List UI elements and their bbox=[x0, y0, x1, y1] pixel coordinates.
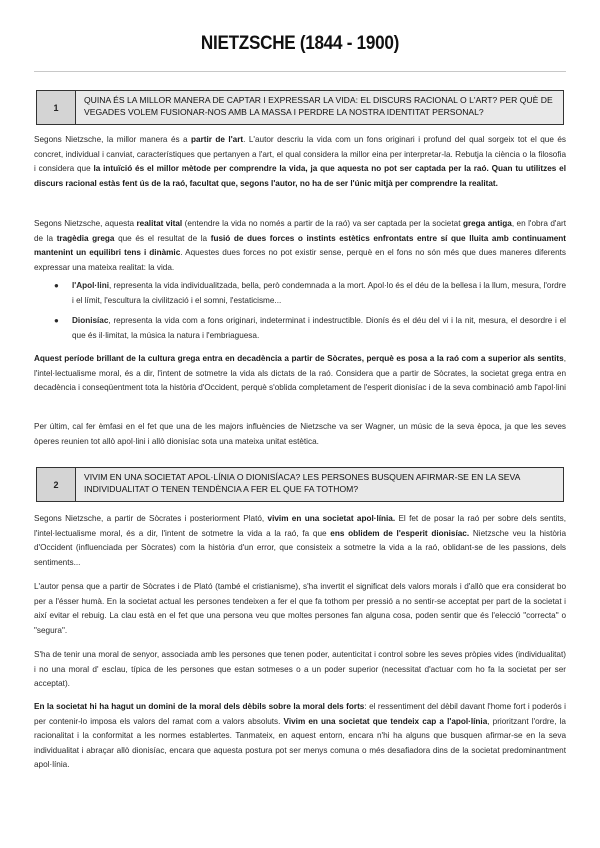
bullet-icon: ● bbox=[54, 281, 59, 290]
s1-paragraph-2: Segons Nietzsche, aquesta realitat vital (entendre la vida no només a partir de la raó) va ser captada per la societat grega antiga, en l'obra d'art de la tragèdia grega que és el resultat de la fusió de dues forces o instints estètics enfrontats entre sí que lluita amb continuament mantenint un equilibri tens i dinàmic. Aquestes dues forces no pot existir sense, perquè en el fons no són més que dues maneres diferents expressar una mateixa realitat: la vida. bbox=[34, 219, 567, 272]
list-item: ● l'Apol·lini, representa la vida individualitzada, bella, però condemnada a la mort. Apol·lo és el déu de la bellesa i la llum, mesura, l'ordre i el límit, l'escultura la civilització i el somni, l'estaticisme... bbox=[54, 281, 566, 305]
s1-paragraph-3: Aquest període brillant de la cultura grega entra en decadència a partir de Sòcrates, perquè es posa a la raó com a superior als sentits, l'intel·lectualisme moral, és a dir, l'intent de sotmetre la vida als dictats de la raó. Considera que a partir de Sòcrates, la societat grega entra en decadència i conseqüentment tota la història d'Occident, perquè s'oblida completament de l'esperit dionisíac i de la seva combinació amb l'apol·lini bbox=[34, 354, 566, 393]
s2-paragraph-3: S'ha de tenir una moral de senyor, associada amb les persones que tenen poder, autenticitat i control sobre les seves pròpies vides (individualitat) i no una moral d' esclau, típica de les persones que estan sotmeses o a un poder superior (necessitat d'actuar com ho fa la societat per ser acceptat). bbox=[34, 650, 566, 689]
list-item: ● Dionisíac, representa la vida com a fons originari, indeterminat i indestructible. Dionís és el déu del vi i la nit, mesura, el desordre i el que és il·limitat, la música la natura i l'embriaguesa. bbox=[54, 316, 566, 340]
s1-paragraph-1: Segons Nietzsche, la millor manera és a partir de l'art. L'autor descriu la vida com un fons originari i profund del qual sorgeix tot el que és concret, individual i canviat, característiques que pertanyen a l'art, el qual considera la millor eina per interpretar-la. Rebutja la ciència o la filosofia i considera que la intuïció és el millor mètode per comprendre la vida, ja que aquesta no pot ser captada per la raó. Quan tu utilitzes el discurs racional estàs fent ús de la raó, facultat que, segons l'autor, no ha de ser l'únic mitjà per comprendre la realitat. bbox=[34, 135, 567, 188]
s1-bullet-list bbox=[34, 279, 566, 343]
page-title: NIETZSCHE (1844 - 1900) bbox=[200, 33, 400, 54]
s2-paragraph-4: En la societat hi ha hagut un domini de la moral dels dèbils sobre la moral dels forts: el ressentiment del dèbil davant l'home fort i poderós i per contenir-lo imposa els valors del ramat com a valors absoluts. Vivim en una societat que tendeix cap a l'apol·línia, prioritzant l'ordre, la racionalitat i la conformitat a les normes establertes. Tanmateix, en aquest entorn, encara n'hi ha alguns que busquen afirmar-se en la seva individualitat i abraçar allò dionisíac, encara que aquesta postura pot ser menys comuna o més desafiadora dins de la societat predominantment apol·línia. bbox=[34, 702, 566, 770]
s2-paragraph-2: L'autor pensa que a partir de Sòcrates i de Plató (també el cristianisme), s'ha invertit el significat dels valors morals i d'allò que era considerat bo per a l'ésser humà. En la societat actual les persones tendeixen a fer el que fa tothom per pressió a no sentir-se acceptat per part de la societat i així evitar el rebuig. La clau està en el fet que una persona veu que moltes persones fan alguna cosa, poden sentir que és l'elecció "correcta" o "segura". bbox=[34, 582, 566, 635]
s2-paragraph-1: Segons Nietzsche, a partir de Sòcrates i posteriorment Plató, vivim en una societat apol·línia. El fet de posar la raó per sobre dels sentits, l'intel·lectualisme moral, és a dir, l'intent de sotmetre la vida a la raó, fa que ens oblidem de l'esperit dionisíac. Nietzsche veu la història d'Occident (influenciada per Sòcrates) com la història d'un error, que consisteix a sotmetre la vida a la raó, oblidant-se de les passions, dels sentiments... bbox=[34, 514, 567, 567]
question-box-1 bbox=[36, 90, 564, 125]
question-number-2: 2 bbox=[37, 468, 76, 501]
s1-paragraph-4: Per últim, cal fer èmfasi en el fet que una de les majors influències de Nietzsche va ser Wagner, un músic de la seva època, ja que les seves òperes reunien tot allò apol·lini i allò dionisíac sota una mateixa unitat estètica. bbox=[34, 422, 566, 446]
question-box-2 bbox=[36, 467, 564, 502]
title-divider bbox=[34, 71, 566, 72]
bullet-icon: ● bbox=[54, 316, 59, 326]
question-text-2: VIVIM EN UNA SOCIETAT APOL·LÍNIA O DIONISÍACA? LES PERSONES BUSQUEN AFIRMAR-SE EN LA SEVA INDIVIDUALITAT O TENEN TENDÈNCIA A FER EL QUE FA TOTHOM? bbox=[84, 472, 520, 494]
question-text-1: QUINA ÉS LA MILLOR MANERA DE CAPTAR I EXPRESSAR LA VIDA: EL DISCURS RACIONAL O L'ART? PER QUÈ DE VEGADES VOLEM FUSIONAR-NOS AMB LA MASSA I PERDRE LA NOSTRA IDENTITAT PERSONAL? bbox=[84, 95, 553, 117]
question-number-1: 1 bbox=[37, 91, 76, 124]
